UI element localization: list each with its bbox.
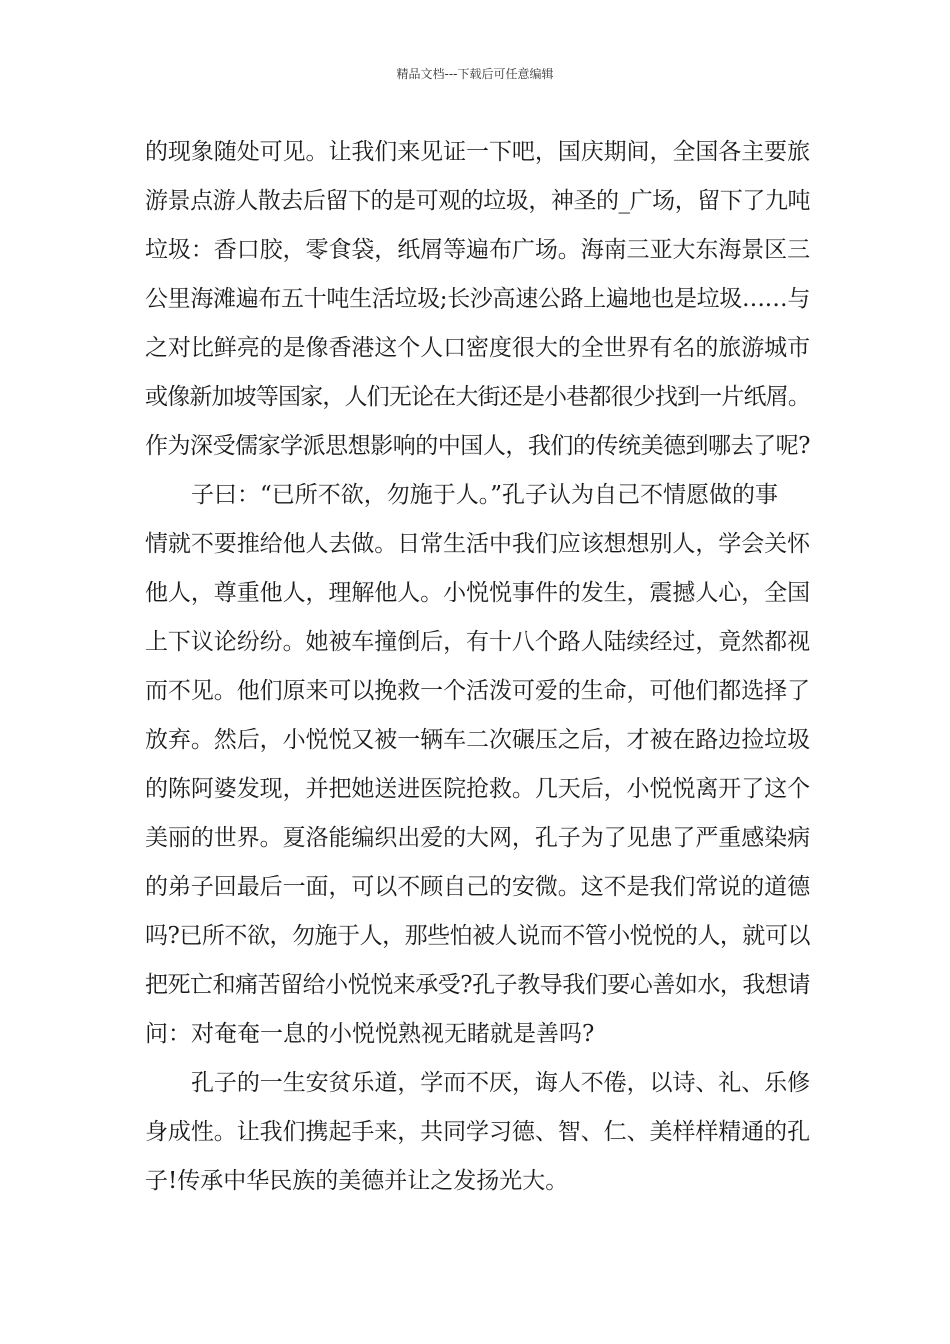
document-body xyxy=(145,128,810,1206)
text-line: 子!传承中华民族的美德并让之发扬光大。 xyxy=(145,1168,569,1194)
text-line: 而不见。他们原来可以挽救一个活泼可爱的生命，可他们都选择了 xyxy=(145,678,811,704)
text-line: 或像新加坡等国家，人们无论在大街还是小巷都很少找到一片纸屑。 xyxy=(145,384,811,410)
text-line: 的现象随处可见。让我们来见证一下吧，国庆期间，全国各主要旅 xyxy=(145,139,811,165)
text-line: 垃圾：香口胶，零食袋，纸屑等遍布广场。海南三亚大东海景区三 xyxy=(145,237,811,263)
text-line: 游景点游人散去后留下的是可观的垃圾，神圣的_广场，留下了九吨 xyxy=(145,188,811,214)
text-line: 把死亡和痛苦留给小悦悦来承受?孔子教导我们要心善如水，我想请 xyxy=(145,972,810,998)
text-line: 孔子的一生安贫乐道，学而不厌，诲人不倦，以诗、礼、乐修 xyxy=(191,1070,811,1096)
text-line: 上下议论纷纷。她被车撞倒后，有十八个路人陆续经过，竟然都视 xyxy=(145,629,811,655)
text-line: 吗?已所不欲，勿施于人，那些怕被人说而不管小悦悦的人，就可以 xyxy=(145,923,810,949)
text-line: 作为深受儒家学派思想影响的中国人，我们的传统美德到哪去了呢? xyxy=(145,433,810,459)
paragraph xyxy=(145,128,810,471)
text-line: 美丽的世界。夏洛能编织出爱的大网，孔子为了见患了严重感染病 xyxy=(145,825,811,851)
text-line: 之对比鲜亮的是像香港这个人口密度很大的全世界有名的旅游城市 xyxy=(145,335,811,361)
text-line: 情就不要推给他人去做。日常生活中我们应该想想别人，学会关怀 xyxy=(145,531,811,557)
paragraph xyxy=(145,471,810,1059)
text-line: 身成性。让我们携起手来，共同学习德、智、仁、美样样精通的孔 xyxy=(145,1119,811,1145)
paragraph xyxy=(145,1059,810,1206)
text-line: 公里海滩遍布五十吨生活垃圾;长沙高速公路上遍地也是垃圾……与 xyxy=(145,286,810,312)
text-line: 他人，尊重他人，理解他人。小悦悦事件的发生，震撼人心，全国 xyxy=(145,580,811,606)
text-line: 的弟子回最后一面，可以不顾自己的安微。这不是我们常说的道德 xyxy=(145,874,811,900)
text-line: 的陈阿婆发现，并把她送进医院抢救。几天后，小悦悦离开了这个 xyxy=(145,776,811,802)
text-line: 子曰：“已所不欲，勿施于人。”孔子认为自己不情愿做的事 xyxy=(191,482,779,508)
text-line: 放弃。然后，小悦悦又被一辆车二次碾压之后，才被在路边捡垃圾 xyxy=(145,727,811,753)
page-header: 精品文档---下载后可任意编辑 xyxy=(396,67,554,81)
text-line: 问：对奄奄一息的小悦悦熟视无睹就是善吗? xyxy=(145,1021,595,1047)
